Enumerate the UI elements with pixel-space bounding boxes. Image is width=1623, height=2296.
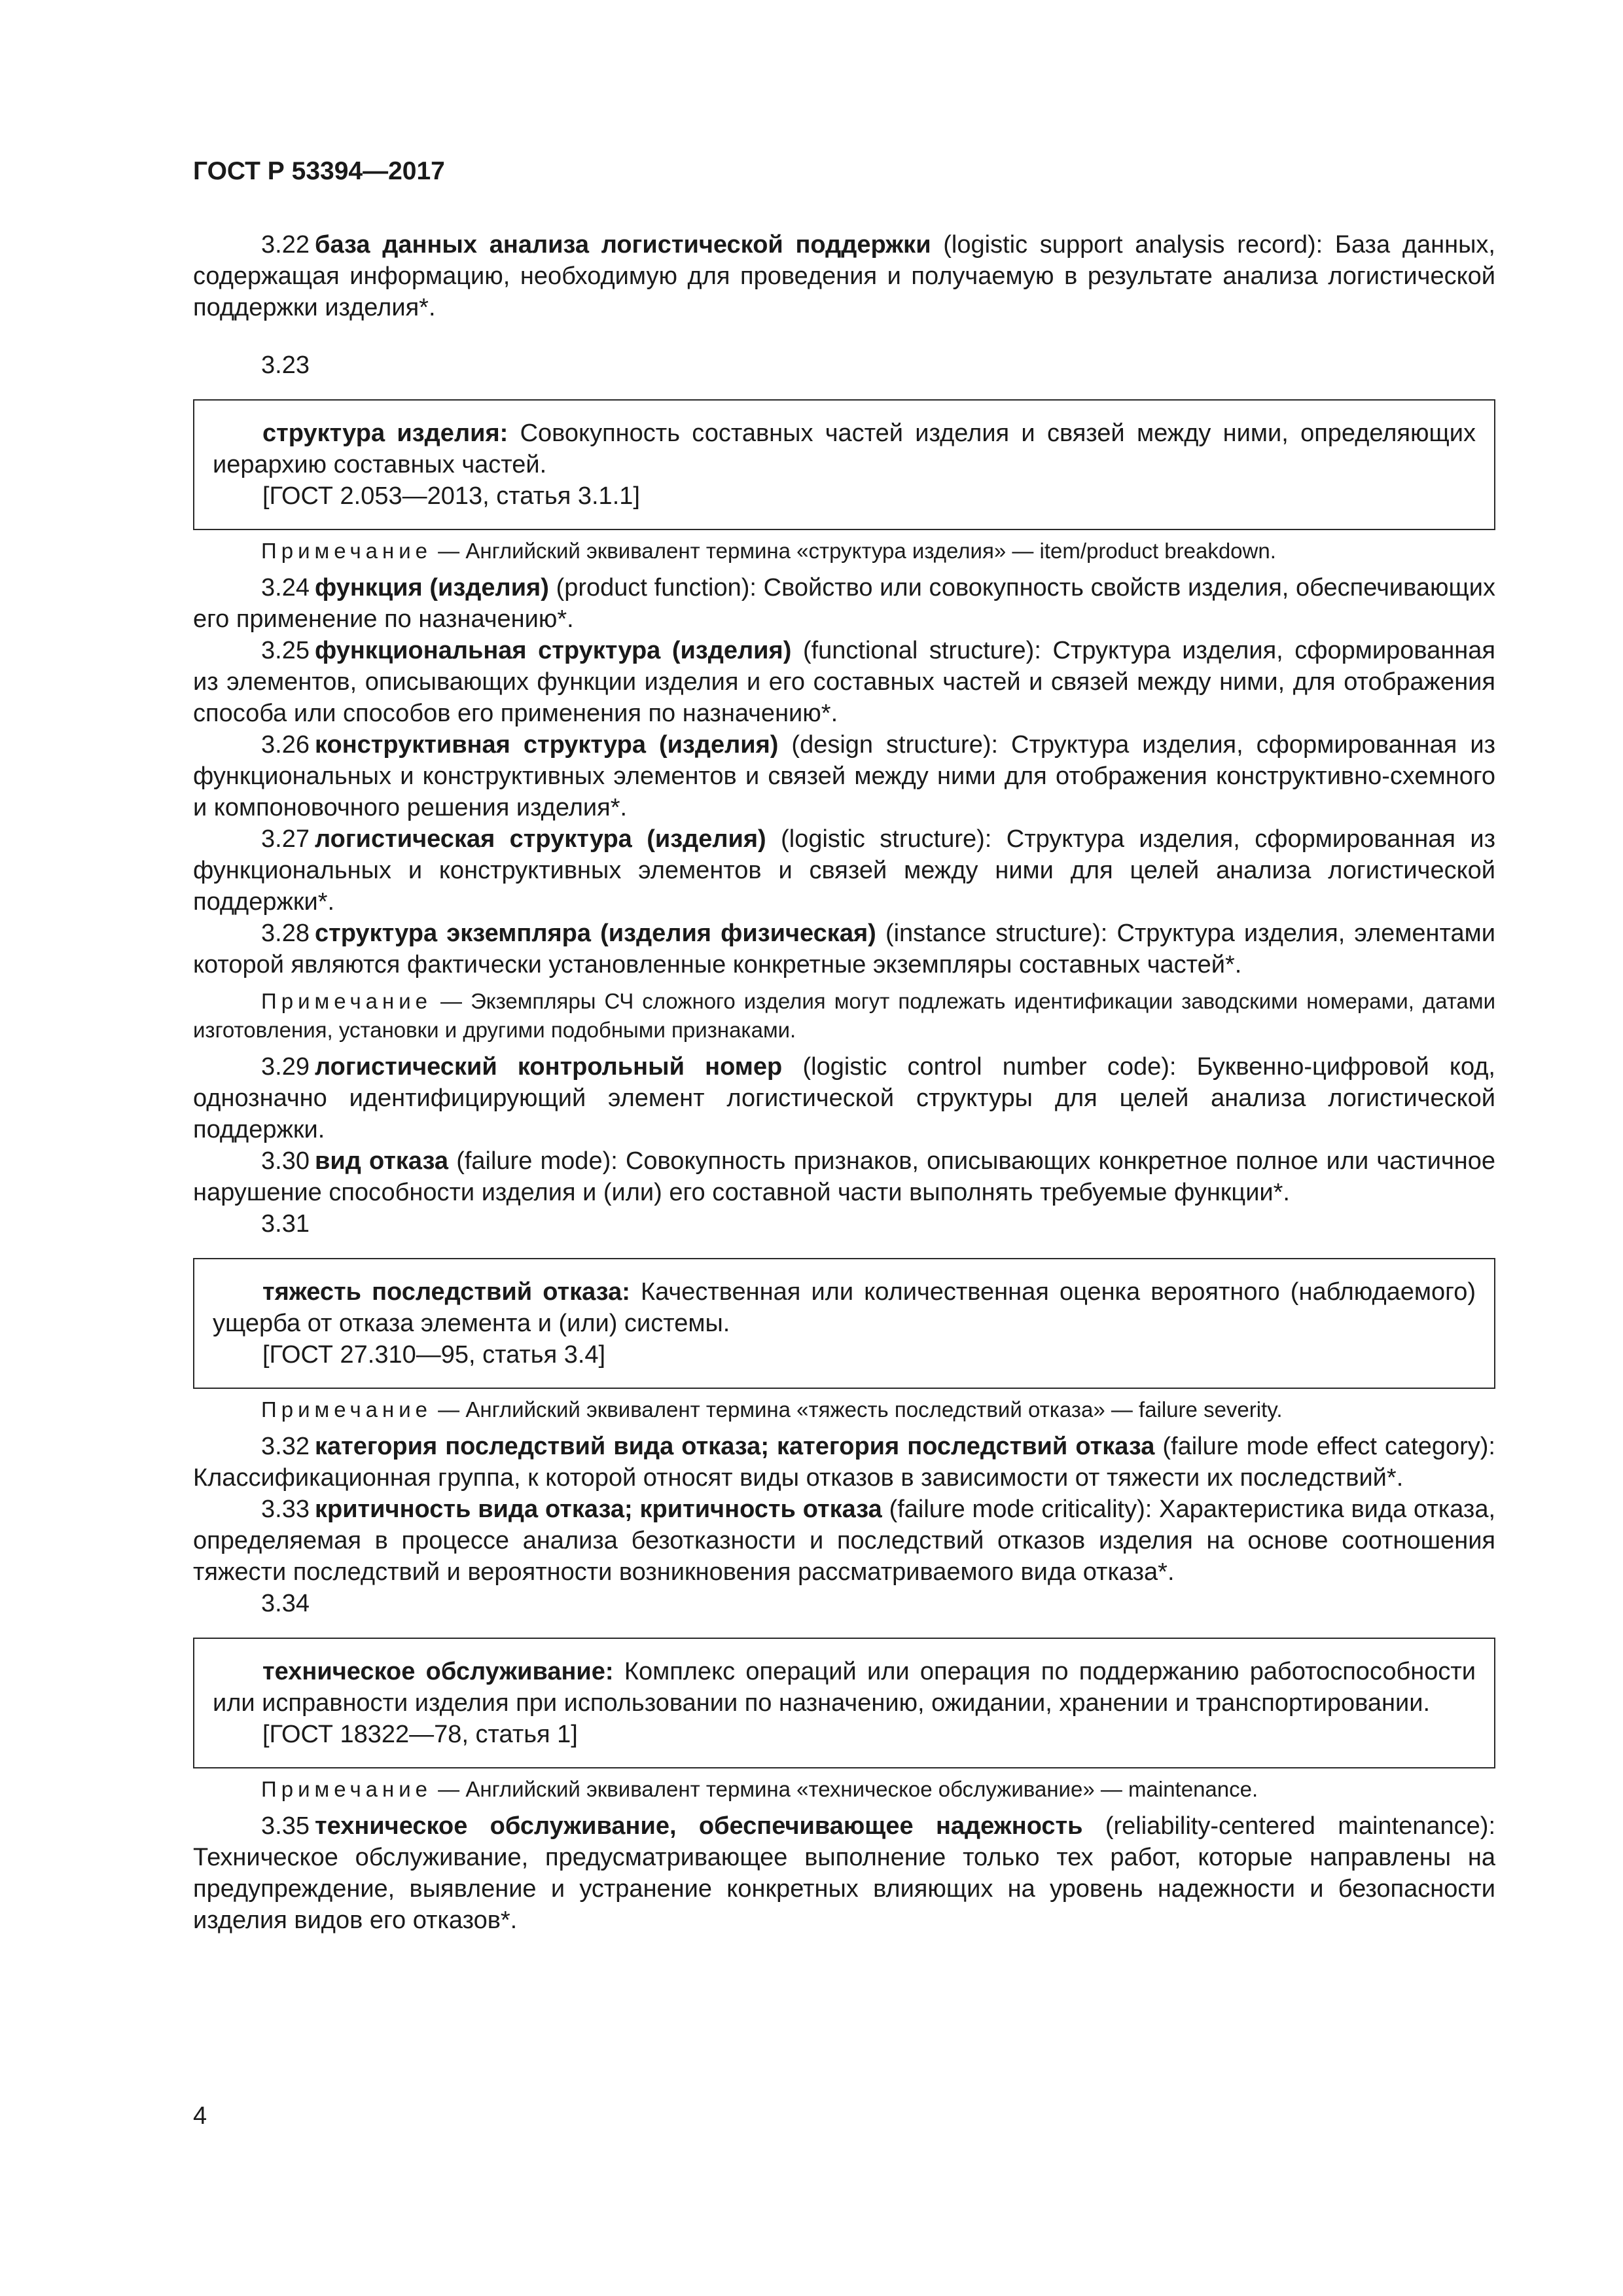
entry-definition: (failure mode effect category): Классификационная группа, к которой относят виды отказов в зависимости от тяжести их последствий*. [193, 1433, 1495, 1492]
entry-term: конструктивная структура (изделия) [314, 731, 779, 759]
entry-number: 3.35 [261, 1812, 310, 1840]
quoted-definition-box [193, 1258, 1495, 1389]
entry-term: функция (изделия) [314, 574, 549, 601]
entry-number-3-31: 3.31 [261, 1210, 310, 1238]
entry-number: 3.32 [261, 1433, 310, 1460]
entry-3-22 [193, 229, 1495, 323]
note-label: Примечание [261, 539, 433, 563]
entry-number: 3.33 [261, 1496, 310, 1523]
entry-definition: (logistic control number code): Буквенно-цифровой код, однозначно идентифицирующий элемент логистической структуры для целей анализа логистической поддержки. [193, 1053, 1495, 1143]
note-text: — Английский эквивалент термина «тяжесть последствий отказа» — failure severity. [432, 1397, 1283, 1422]
entry-3-24 [193, 572, 1495, 635]
entry-term: техническое обслуживание: [262, 1658, 614, 1685]
entry-term: логистическая структура (изделия) [314, 825, 766, 853]
note [193, 1395, 1495, 1424]
entry-number: 3.25 [261, 637, 310, 664]
note [193, 537, 1495, 565]
note-text: — Английский эквивалент термина «структура изделия» — item/product breakdown. [432, 539, 1276, 563]
entry-number: 3.24 [261, 574, 310, 601]
entry-3-27 [193, 823, 1495, 918]
entry-definition: (logistic structure): Структура изделия, сформированная из функциональных и конструктивных элементов и связей между ними для целей анализа логистической поддержки*. [193, 825, 1495, 916]
quoted-definition-box [193, 399, 1495, 530]
entry-number: 3.28 [261, 920, 310, 947]
entry-3-26 [193, 729, 1495, 823]
entry-number: 3.22 [261, 231, 310, 259]
entry-definition: (failure mode): Совокупность признаков, описывающих конкретное полное или частичное нарушение способности изделия и (или) его составной части выполнять требуемые функции*. [193, 1147, 1496, 1206]
entry-3-28 [193, 918, 1495, 980]
entry-definition: (failure mode criticality): Характеристика вида отказа, определяемая в процессе анализа безотказности и последствий отказов изделия на основе соотношения тяжести последствий и вероятности возникновения рассматриваемого вида отказа*. [193, 1496, 1496, 1586]
entry-definition: Комплекс операций или операция по поддержанию работоспособности или исправности изделия при использовании по назначению, ожидании, хранении и транспортировании. [213, 1658, 1476, 1717]
entry-definition: (functional structure): Структура изделия, сформированная из элементов, описывающих функции изделия и его составных частей и связей между ними, для отображения способа или способов его применения по назначению*. [193, 637, 1495, 727]
entry-definition: (reliability-centered maintenance): Техническое обслуживание, предусматривающее выполнение только тех работ, которые направлены на предупреждение, выявление и устранение конкретных влияющих на уровень надежности и безопасности изделия видов его отказов*. [193, 1812, 1496, 1934]
entry-term: структура экземпляра (изделия физическая) [314, 920, 876, 947]
entry-definition: (logistic support analysis record): База данных, содержащая информацию, необходимую для проведения и получаемую в результате анализа логистической поддержки изделия*. [193, 231, 1495, 321]
entry-number-3-34: 3.34 [261, 1590, 310, 1617]
entry-term: категория последствий вида отказа; категория последствий отказа [314, 1433, 1155, 1460]
entry-term: логистический контрольный номер [314, 1053, 783, 1081]
entry-number: 3.30 [261, 1147, 310, 1175]
document-page [193, 157, 1495, 1936]
source-reference: [ГОСТ 27.310—95, статья 3.4] [262, 1341, 606, 1369]
entry-definition: (design structure): Структура изделия, сформированная из функциональных и конструктивных элементов и связей между ними для отображения конструктивно-схемного и компоновочного решения изделия*. [193, 731, 1496, 821]
entry-number-3-23: 3.23 [261, 351, 310, 379]
note-text: — Английский эквивалент термина «техническое обслуживание» — maintenance. [432, 1777, 1258, 1801]
entry-term: техническое обслуживание, обеспечивающее надежность [314, 1812, 1083, 1840]
note-label: Примечание [261, 1777, 433, 1801]
note-text: — Экземпляры СЧ сложного изделия могут подлежать идентификации заводскими номерами, датами изготовления, установки и другими подобными признаками. [193, 989, 1495, 1042]
entry-definition: (product function): Свойство или совокупность свойств изделия, обеспечивающих его применение по назначению*. [193, 574, 1495, 633]
entry-3-31 [213, 1276, 1476, 1339]
quoted-definition-box [193, 1638, 1495, 1768]
entry-definition: Совокупность составных частей изделия и связей между ними, определяющих иерархию составных частей. [213, 420, 1476, 478]
entry-term: тяжесть последствий отказа: [262, 1278, 630, 1306]
entry-3-32 [193, 1431, 1495, 1494]
page-number: 4 [193, 2102, 207, 2130]
source-reference: [ГОСТ 2.053—2013, статья 3.1.1] [262, 482, 640, 510]
entry-term: критичность вида отказа; критичность отказа [314, 1496, 882, 1523]
entry-number: 3.26 [261, 731, 310, 759]
note [193, 987, 1495, 1045]
source-reference: [ГОСТ 18322—78, статья 1] [262, 1721, 578, 1748]
document-header: ГОСТ Р 53394—2017 [193, 157, 445, 185]
entry-term: база данных анализа логистической поддержки [314, 231, 931, 259]
note-label: Примечание [261, 989, 433, 1013]
entry-term: вид отказа [314, 1147, 449, 1175]
entry-term: структура изделия: [262, 420, 508, 447]
entry-3-34 [213, 1656, 1476, 1719]
note [193, 1775, 1495, 1804]
entry-3-29 [193, 1051, 1495, 1145]
entry-3-35 [193, 1810, 1495, 1936]
entry-3-33 [193, 1494, 1495, 1588]
entry-definition: (instance structure): Структура изделия, элементами которой являются фактически установленные конкретные экземпляры составных частей*. [193, 920, 1495, 978]
entry-3-23 [213, 418, 1476, 480]
entry-definition: Качественная или количественная оценка вероятного (наблюдаемого) ущерба от отказа элемента и (или) системы. [213, 1278, 1476, 1337]
note-label: Примечание [261, 1397, 433, 1422]
entry-3-30 [193, 1145, 1495, 1208]
entry-number: 3.27 [261, 825, 310, 853]
entry-term: функциональная структура (изделия) [314, 637, 792, 664]
entry-3-25 [193, 635, 1495, 729]
entry-number: 3.29 [261, 1053, 310, 1081]
